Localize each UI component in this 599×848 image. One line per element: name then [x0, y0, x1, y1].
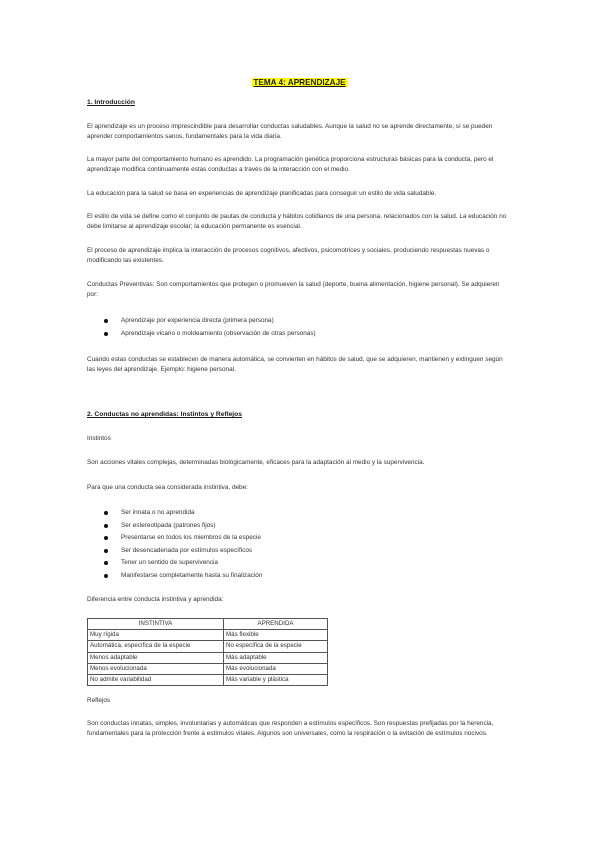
- list-item: Ser desencadenada por estímulos específicos: [87, 545, 507, 558]
- intro-paragraph-4: El estilo de vida se define como el conjunto de pautas de conducta y hábitos cotidianos de una persona, relacionados con la salud. La educación no debe limitarse al aprendizaje escolar; la educación permanente es esencial.: [87, 213, 507, 230]
- table-row: [88, 663, 328, 674]
- intro-paragraph-3: La educación para la salud se basa en experiencias de aprendizaje planificadas para conseguir un estilo de vida saludable.: [87, 190, 437, 197]
- instintos-label: Instintos: [87, 435, 111, 442]
- bullet-icon: [104, 332, 108, 336]
- table-cell: Muy rígida: [88, 630, 224, 641]
- table-cell: Menos adaptable: [88, 652, 224, 663]
- table-row: [88, 641, 328, 652]
- bullet-icon: [104, 574, 108, 578]
- section-1-heading: 1. Introducción: [87, 99, 135, 106]
- criteria-intro: Para que una conducta sea considerada instintiva, debe:: [87, 484, 248, 491]
- table-row: [88, 652, 328, 663]
- list-item: Aprendizaje vicario o moldeamiento (observación de otras personas): [87, 328, 507, 341]
- bullet-icon: [104, 319, 108, 323]
- table-intro: Diferencia entre conducta instintiva y aprendida:: [87, 596, 224, 603]
- comparison-table: [87, 618, 328, 686]
- instintos-definition: Son acciones vitales complejas, determinadas biológicamente, eficaces para la adaptación al medio y la supervivencia.: [87, 459, 425, 466]
- section-2-heading: 2. Conductas no aprendidas: Instintos y Reflejos: [87, 411, 242, 418]
- bullet-icon: [104, 536, 108, 540]
- table-cell: No específica de la especie: [224, 641, 328, 652]
- intro-paragraph-2: La mayor parte del comportamiento humano es aprendido. La programación genética proporciona estructuras básicas para la conducta, pero el aprendizaje modifica continuamente estas conductas a través de la interacción con el medio.: [87, 156, 494, 173]
- bullet-icon: [104, 511, 108, 515]
- bullet-icon: [104, 561, 108, 565]
- table-cell: Más evolucionada: [224, 663, 328, 674]
- list-item: Presentarse en todos los miembros de la especie: [87, 532, 507, 545]
- list-item: Ser innata o no aprendida: [87, 507, 507, 520]
- intro-paragraph-5: El proceso de aprendizaje implica la interacción de procesos cognitivos, afectivos, psicomotrices y sociales, produciendo respuestas nuevas o modificando las existentes.: [87, 247, 490, 264]
- preventive-bullets: [87, 315, 507, 340]
- table-cell: Automática, específica de la especie: [88, 641, 224, 652]
- table-cell: Más variable y plástica: [224, 674, 328, 685]
- list-item: Ser estereotipada (patrones fijos): [87, 520, 507, 533]
- bullet-icon: [104, 524, 108, 528]
- table-row: [88, 674, 328, 685]
- reflejos-definition: Son conductas innatas, simples, involuntarias y automáticas que responden a estímulos específicos. Son respuestas prefijadas por la herencia, fundamentales para la protección frente a estímulos vitales. Algunos son universales, como la respiración o la evitación de estímulos nocivos.: [87, 720, 494, 737]
- list-item: Manifestarse completamente hasta su finalización: [87, 570, 507, 583]
- table-cell: Más flexible: [224, 630, 328, 641]
- table-row: [88, 630, 328, 641]
- intro-paragraph-6: Conductas Preventivas: Son comportamientos que protegen o promueven la salud (deporte, buena alimentación, higiene personal). Se adquieren por:: [87, 281, 500, 298]
- document-title: TEMA 4: APRENDIZAJE: [253, 78, 346, 87]
- list-item: Aprendizaje por experiencia directa (primera persona): [87, 315, 507, 328]
- instinct-criteria-list: [87, 507, 507, 582]
- intro-paragraph-1: El aprendizaje es un proceso imprescindible para desarrollar conductas saludables. Aunque la salud no se aprende directamente, sí se pueden aprender comportamientos sanos, fundamentales para la vida diaria.: [87, 123, 493, 140]
- habits-paragraph: Cuando estas conductas se establecen de manera automática, se convierten en hábitos de salud, que se adquieren, mantienen y extinguen según las leyes del aprendizaje. Ejemplo: higiene personal.: [87, 356, 503, 373]
- reflejos-label: Reflejos: [87, 697, 111, 704]
- bullet-icon: [104, 549, 108, 553]
- table-cell: Más adaptable: [224, 652, 328, 663]
- list-item: Tener un sentido de supervivencia: [87, 557, 507, 570]
- table-cell: No admite variabilidad: [88, 674, 224, 685]
- table-header-row: [88, 619, 328, 630]
- column-header: APRENDIDA: [224, 619, 328, 630]
- column-header: INSTINTIVA: [88, 619, 224, 630]
- table-cell: Menos evolucionada: [88, 663, 224, 674]
